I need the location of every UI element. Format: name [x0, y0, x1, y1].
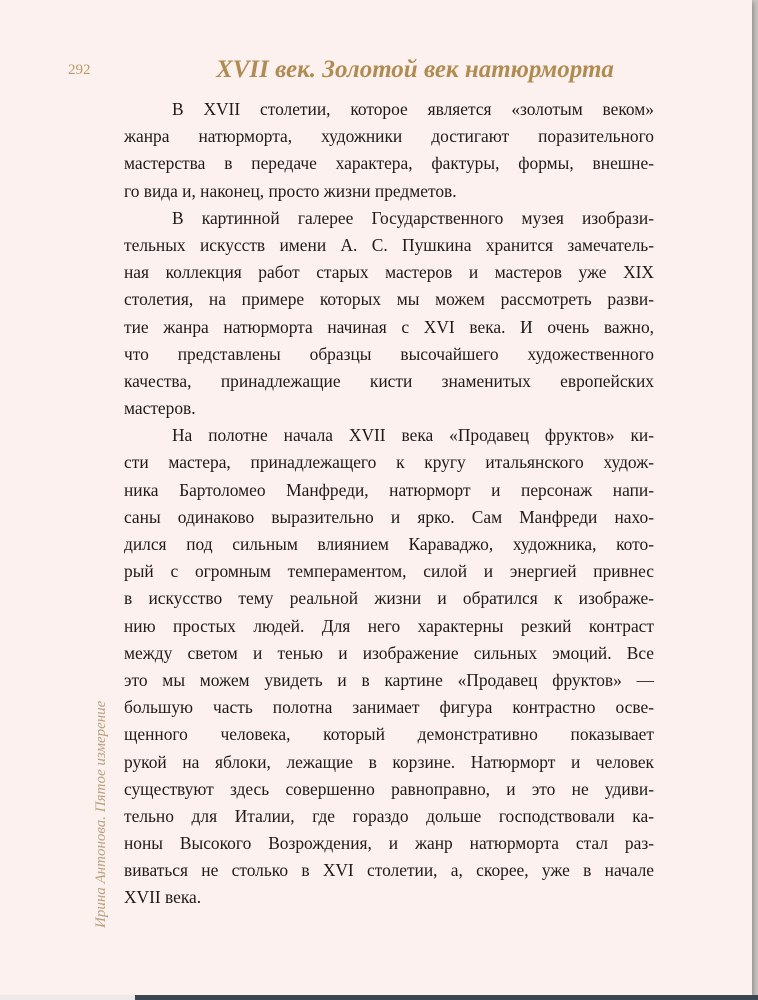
text-line: саны одинаково выразительно и ярко. Сам Манфреди нахо- — [124, 506, 654, 527]
page-number: 292 — [68, 62, 91, 78]
text-line: тельно для Италии, где гораздо дольше господствовали ка- — [124, 805, 654, 826]
text-line: сти мастера, принадлежащего к кругу итальянского худож- — [124, 452, 654, 473]
bottom-strip — [0, 995, 758, 1000]
text-line: XVII века. — [124, 887, 202, 908]
text-line: рый с огромным темпераментом, силой и энергией привнес — [124, 561, 654, 582]
text-line: нию простых людей. Для него характерны резкий контраст — [124, 615, 654, 636]
chapter-title: XVII век. Золотой век натюрморта — [216, 56, 614, 83]
text-line: тельных искусств имени А. С. Пушкина хранится замечатель- — [124, 234, 654, 255]
text-line: ноны Высокого Возрождения, и жанр натюрморта стал раз- — [124, 833, 654, 854]
text-line: В XVII столетии, которое является «золотым веком» — [172, 99, 654, 119]
text-line: ника Бартоломео Манфреди, натюрморт и персонаж напи- — [124, 479, 654, 500]
text-line: жанра натюрморта, художники достигают поразительного — [124, 126, 654, 147]
text-line: го вида и, наконец, просто жизни предметов. — [124, 180, 457, 201]
text-line: столетия, на примере которых мы можем рассмотреть разви- — [124, 289, 654, 310]
body-text — [124, 96, 654, 912]
text-line: На полотне начала XVII века «Продавец фруктов» ки- — [172, 425, 654, 446]
paragraph — [124, 205, 654, 423]
text-line: рукой на яблоки, лежащие в корзине. Натюрморт и человек — [124, 751, 654, 772]
text-line: щенного человека, который демонстративно показывает — [124, 724, 654, 745]
text-line: в искусство тему реальной жизни и обратился к изображе- — [124, 588, 654, 609]
text-line: это мы можем увидеть и в картине «Продавец фруктов» — — [124, 669, 654, 690]
side-running-title: Ирина Антонова. Пятое измерение — [93, 700, 109, 928]
text-line: качества, принадлежащие кисти знаменитых европейских — [124, 370, 654, 391]
text-line: тие жанра натюрморта начиная с XVI века. И очень важно, — [124, 316, 654, 337]
paragraph — [124, 422, 654, 911]
text-line: существуют здесь совершенно равноправно, и это не удиви- — [124, 778, 654, 799]
text-line: мастеров. — [124, 398, 196, 419]
text-line: мастерства в передаче характера, фактуры, формы, внешне- — [124, 153, 654, 174]
text-line: между светом и тенью и изображение сильных эмоций. Все — [124, 642, 654, 663]
text-line: В картинной галерее Государственного музея изобрази- — [172, 207, 654, 228]
text-line: ная коллекция работ старых мастеров и мастеров уже XIX — [124, 262, 654, 283]
text-line: что представлены образцы высочайшего художественного — [124, 343, 654, 364]
text-line: большую часть полотна занимает фигура контрастно осве- — [124, 697, 654, 718]
bottom-toolbar-edge — [135, 995, 758, 1000]
text-line: дился под сильным влиянием Караваджо, художника, кото- — [124, 534, 654, 554]
paragraph — [124, 96, 654, 205]
text-line: виваться не столько в XVI столетии, а, скорее, уже в начале — [124, 860, 654, 881]
